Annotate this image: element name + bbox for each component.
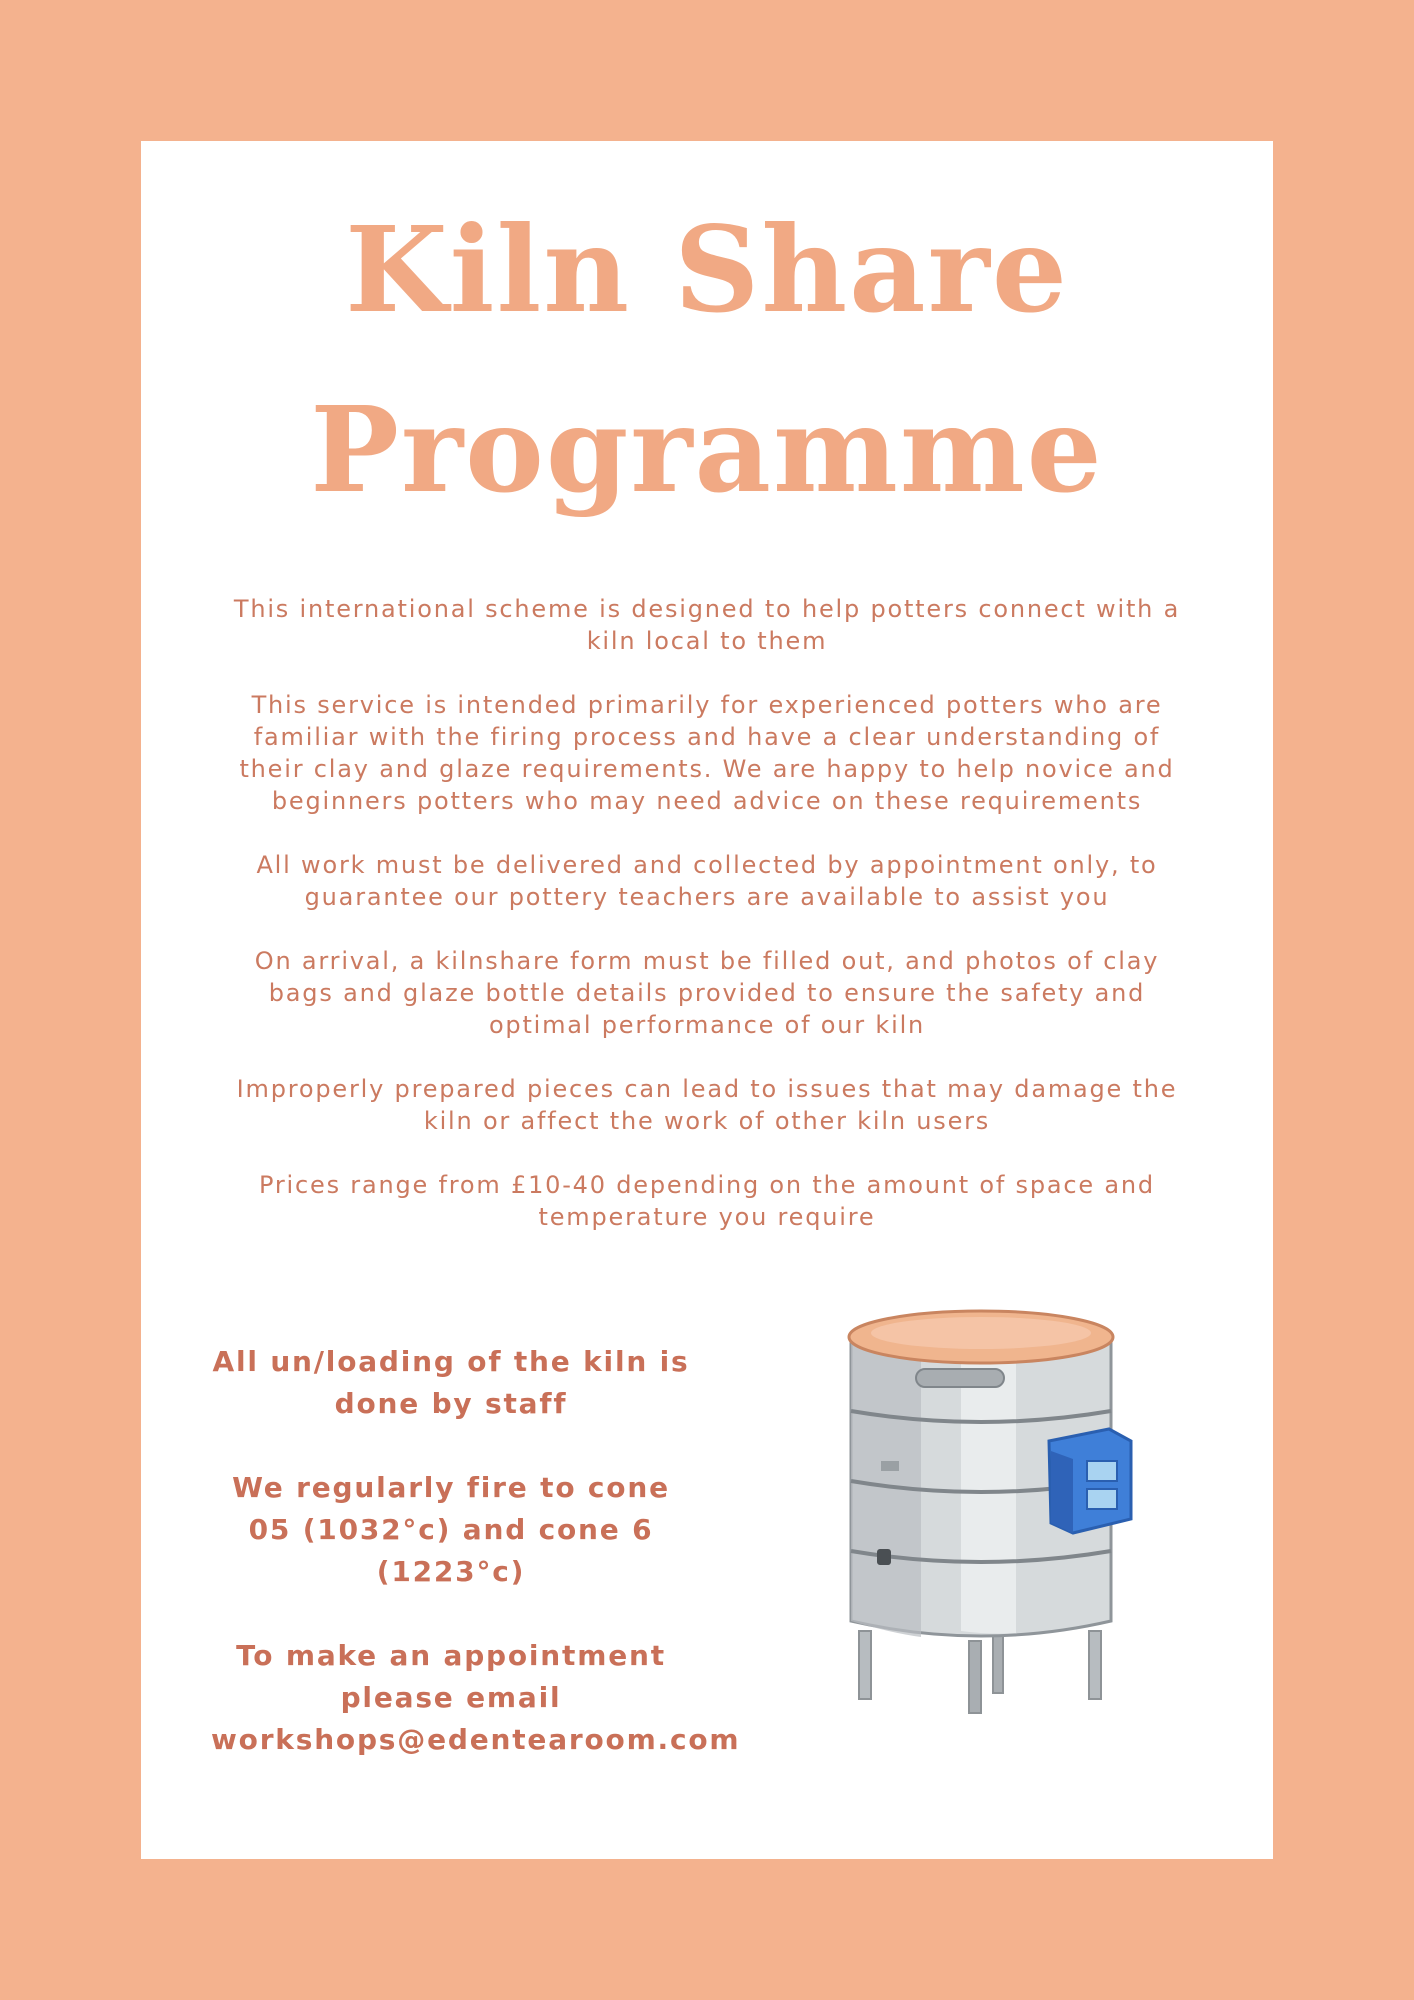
kiln-leg-front xyxy=(969,1641,981,1713)
paragraph-prices: Prices range from £10-40 depending on the amount of space and temperature you require xyxy=(259,1171,1155,1231)
paragraph-arrival-form: On arrival, a kilnshare form must be filled out, and photos of clay bags and glaze bottle details provided to ensure the safety and optimal performance of our kiln xyxy=(254,947,1160,1039)
kiln-illustration-icon xyxy=(841,1301,1161,1721)
kiln-handle xyxy=(916,1369,1004,1387)
poster-card xyxy=(141,141,1273,1859)
title-line-2: Programme xyxy=(310,380,1104,519)
kiln-leg-right xyxy=(1089,1631,1101,1699)
kiln-control-box-side xyxy=(1051,1451,1073,1533)
kiln-control-panel-top xyxy=(1087,1461,1117,1481)
kiln-body-highlight xyxy=(961,1359,1016,1634)
info-contact-email: To make an appointment please email workshops@edentearoom.com xyxy=(211,1639,741,1756)
kiln-lid-highlight xyxy=(871,1317,1091,1349)
kiln-control-panel-bottom xyxy=(1087,1489,1117,1509)
description-block xyxy=(231,593,1183,1265)
paragraph-appointments: All work must be delivered and collected by appointment only, to guarantee our pottery teachers are available to assist you xyxy=(256,851,1158,911)
paragraph-intro: This international scheme is designed to help potters connect with a kiln local to them xyxy=(233,595,1181,655)
kiln-plug xyxy=(881,1461,899,1471)
info-loading-staff: All un/loading of the kiln is done by staff xyxy=(212,1345,690,1420)
kiln-knob xyxy=(877,1549,891,1565)
paragraph-preparation-warning: Improperly prepared pieces can lead to issues that may damage the kiln or affect the work of other kiln users xyxy=(236,1075,1178,1135)
kiln-leg-front-right xyxy=(993,1631,1003,1693)
paragraph-experience: This service is intended primarily for experienced potters who are familiar with the firing process and have a clear understanding of their clay and glaze requirements. We are happy to help novice and beginners potters who may need advice on these requirements xyxy=(239,691,1175,815)
title-line-1: Kiln Share xyxy=(345,200,1069,339)
info-block xyxy=(211,1341,741,1803)
kiln-leg-left xyxy=(859,1631,871,1699)
info-firing-cones: We regularly fire to cone 05 (1032°c) and cone 6 (1223°c) xyxy=(232,1471,670,1588)
